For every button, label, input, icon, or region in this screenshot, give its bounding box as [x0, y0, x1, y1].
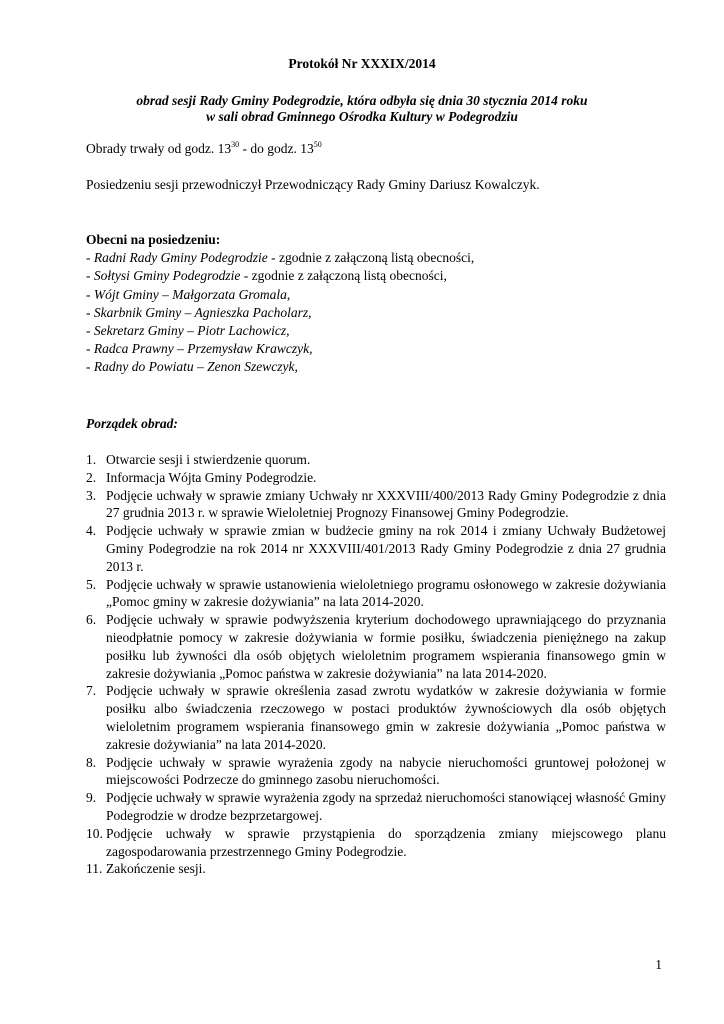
agenda-item — [86, 576, 666, 612]
agenda-heading: Porządek obrad: — [86, 416, 178, 431]
agenda-item-text: Podjęcie uchwały w sprawie wyrażenia zgody na nabycie nieruchomości gruntowej położonej w miejscowości Podrzecze do gminnego zasobu nieruchomości. — [106, 754, 666, 788]
attendee-row: - Skarbnik Gminy – Agnieszka Pacholarz, — [86, 304, 312, 320]
agenda-item-text: Podjęcie uchwały w sprawie określenia zasad zwrotu wydatków w zakresie dożywiania w formie posiłku albo świadczenia rzeczowego w postaci produktów żywnościowych dla osób objętych wieloletnim programem wspierania finansowego gmin w zakresie dożywiania „Pomoc państwa w zakresie dożywiania” na lata 2014-2020. — [106, 683, 666, 752]
attendees-heading: Obecni na posiedzeniu: — [86, 232, 221, 247]
agenda-item-number: 7. — [86, 683, 97, 699]
agenda-item-number: 6. — [86, 612, 97, 628]
agenda-item-number: 4. — [86, 523, 97, 539]
agenda-item-number: 9. — [86, 790, 97, 806]
agenda-item-text: Podjęcie uchwały w sprawie wyrażenia zgody na sprzedaż nieruchomości stanowiącej własność Gminy Podegrodzie w drodze bezprzetargowej. — [106, 790, 666, 823]
agenda-item-number: 1. — [86, 452, 97, 467]
agenda-item — [86, 611, 666, 682]
session-duration — [86, 140, 322, 157]
agenda-item — [86, 469, 666, 487]
agenda-item — [86, 487, 666, 523]
agenda-item-number: 11. — [86, 861, 103, 877]
attendees-section — [86, 231, 474, 377]
agenda-item-text: Podjęcie uchwały w sprawie ustanowienia wieloletniego programu osłonowego w zakresie dożywiania „Pomoc gminy w zakresie dożywiania” na lata 2014-2020. — [106, 576, 666, 610]
agenda-item — [86, 825, 666, 861]
subtitle-line-1: obrad sesji Rady Gminy Podegrodzie, która odbyła się dnia 30 stycznia 2014 roku — [136, 93, 588, 108]
agenda-item-number: 3. — [86, 487, 97, 503]
agenda-item — [86, 451, 666, 469]
agenda-item-text: Otwarcie sesji i stwierdzenie quorum. — [106, 452, 311, 467]
attendee-row: - Radny do Powiatu – Zenon Szewczyk, — [86, 359, 298, 375]
agenda-item-number: 5. — [86, 576, 97, 592]
chair-sentence: Posiedzeniu sesji przewodniczył Przewodniczący Rady Gminy Dariusz Kowalczyk. — [86, 177, 540, 192]
agenda-item — [86, 860, 666, 878]
duration-middle: - do godz. 13 — [239, 141, 314, 156]
agenda-item — [86, 682, 666, 753]
agenda-item — [86, 522, 666, 575]
attendee-row: - Sołtysi Gminy Podegrodzie - zgodnie z załączoną listą obecności, — [86, 268, 447, 284]
agenda-item-text: Podjęcie uchwały w sprawie przystąpienia do sporządzenia zmiany miejscowego planu zagospodarowania przestrzennego Gminy Podegrodzie. — [106, 825, 666, 859]
agenda-item-number: 10. — [86, 825, 103, 841]
document-title: Protokół Nr XXXIX/2014 — [288, 56, 436, 71]
agenda-item — [86, 754, 666, 790]
duration-start-minutes: 30 — [231, 140, 240, 149]
attendee-row: - Radni Rady Gminy Podegrodzie - zgodnie z załączoną listą obecności, — [86, 250, 475, 266]
attendee-row: - Wójt Gminy – Małgorzata Gromala, — [86, 286, 291, 302]
agenda-item-text: Podjęcie uchwały w sprawie zmiany Uchwały nr XXXVIII/400/2013 Rady Gminy Podegrodzie z dnia 27 grudnia 2013 r. w sprawie Wieloletniej Prognozy Finansowej Gminy Podegrodzie. — [106, 487, 666, 521]
agenda-item-text: Podjęcie uchwały w sprawie zmian w budżecie gminy na rok 2014 i zmiany Uchwały Budżetowej Gminy Podegrodzie na rok 2014 nr XXXVIII/401/2013 Rady Gminy Podegrodzie z dnia 27 grudnia 2013 r. — [106, 523, 666, 574]
agenda-item-number: 8. — [86, 754, 97, 770]
agenda-list — [86, 451, 666, 878]
duration-end-minutes: 50 — [313, 140, 322, 149]
agenda-item-text: Podjęcie uchwały w sprawie podwyższenia kryterium dochodowego uprawniającego do przyznania nieodpłatnie pomocy w zakresie dożywiania w formie posiłku, świadczenia pieniężnego na zakup posiłku lub żywności dla osób objętych wieloletnim programem wspierania finansowego gmin w zakresie dożywiania „Pomoc państwa w zakresie dożywiania” na lata 2014-2020. — [106, 612, 666, 681]
agenda-item-number: 2. — [86, 469, 97, 485]
attendee-row: - Sekretarz Gminy – Piotr Lachowicz, — [86, 323, 290, 339]
agenda-item-text: Zakończenie sesji. — [106, 861, 206, 877]
duration-prefix: Obrady trwały od godz. 13 — [86, 141, 232, 156]
attendee-row: - Radca Prawny – Przemysław Krawczyk, — [86, 341, 313, 357]
agenda-item-text: Informacja Wójta Gminy Podegrodzie. — [106, 469, 317, 485]
page-number: 1 — [655, 957, 662, 972]
document-subtitle — [0, 93, 724, 125]
agenda-item — [86, 789, 666, 825]
subtitle-line-2: w sali obrad Gminnego Ośrodka Kultury w Podegrodziu — [206, 109, 518, 124]
